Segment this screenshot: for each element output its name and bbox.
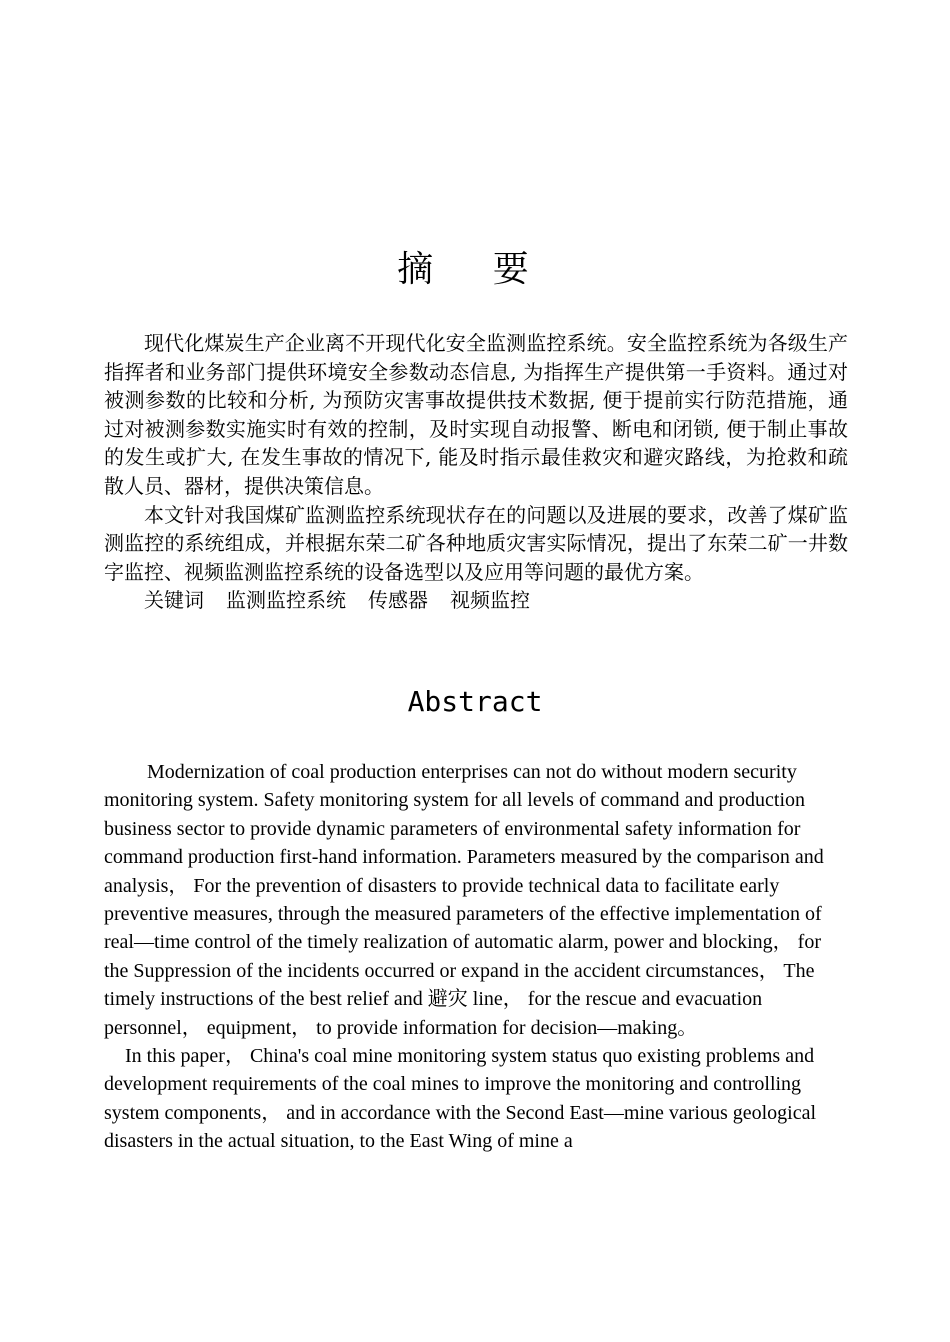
chinese-abstract-paragraph-2: 本文针对我国煤矿监测监控系统现状存在的问题以及进展的要求，改善了煤矿监测监控的系统组成，并根据东荣二矿各种地质灾害实际情况，提出了东荣二矿一井数字监控、视频监测监控系统的设备选型以及应用等问题的最优方案。 xyxy=(104,502,848,584)
keyword-item: 视频监控 xyxy=(450,588,530,613)
english-abstract-body xyxy=(104,758,850,1156)
keyword-item: 监测监控系统 xyxy=(226,588,346,613)
english-abstract-paragraph-2: In this paper， China's coal mine monitoring system status quo existing problems and development requirements of the coal mines to improve the monitoring and controlling system components， and in accordance with the Second East—mine various geological disasters in the actual situation, to the East Wing of mine a xyxy=(104,1045,817,1153)
chinese-abstract-title: 摘 要 xyxy=(397,249,553,290)
chinese-abstract-paragraph-1: 现代化煤炭生产企业离不开现代化安全监测监控系统。安全监控系统为各级生产指挥者和业务部门提供环境安全参数动态信息, 为指挥生产提供第一手资料。通过对被测参数的比较和分析, 为预防灾害事故提供技术数据, 便于提前实行防范措施，通过对被测参数实施实时有效的控制，及时实现自动报警、断电和闭锁, 便于制止事故的发生或扩大, 在发生事故的情况下, 能及时指示最佳救灾和避灾路线，为抢救和疏散人员、器材，提供决策信息。 xyxy=(104,331,848,498)
keyword-item: 传感器 xyxy=(368,588,428,613)
keywords-line xyxy=(104,586,848,615)
english-abstract-paragraph-1: Modernization of coal production enterprises can not do without modern security monitoring system. Safety monitoring system for all levels of command and production business sector to provide dynamic parameters of environmental safety information for command production first-hand information. Parameters measured by the comparison and analysis， For the prevention of disasters to provide technical data to facilitate early preventive measures, through the measured parameters of the effective implementation of real—time control of the timely realization of automatic alarm, power and blocking， for the Suppression of the incidents occurred or expand in the accident circumstances， The timely instructions of the best relief and 避灾 line， for the rescue and evacuation personnel， equipment， to provide information for decision—making。 xyxy=(104,761,824,1039)
english-abstract-title: Abstract xyxy=(407,685,543,718)
keywords-label: 关键词 xyxy=(144,588,204,613)
chinese-abstract-body xyxy=(104,329,848,615)
